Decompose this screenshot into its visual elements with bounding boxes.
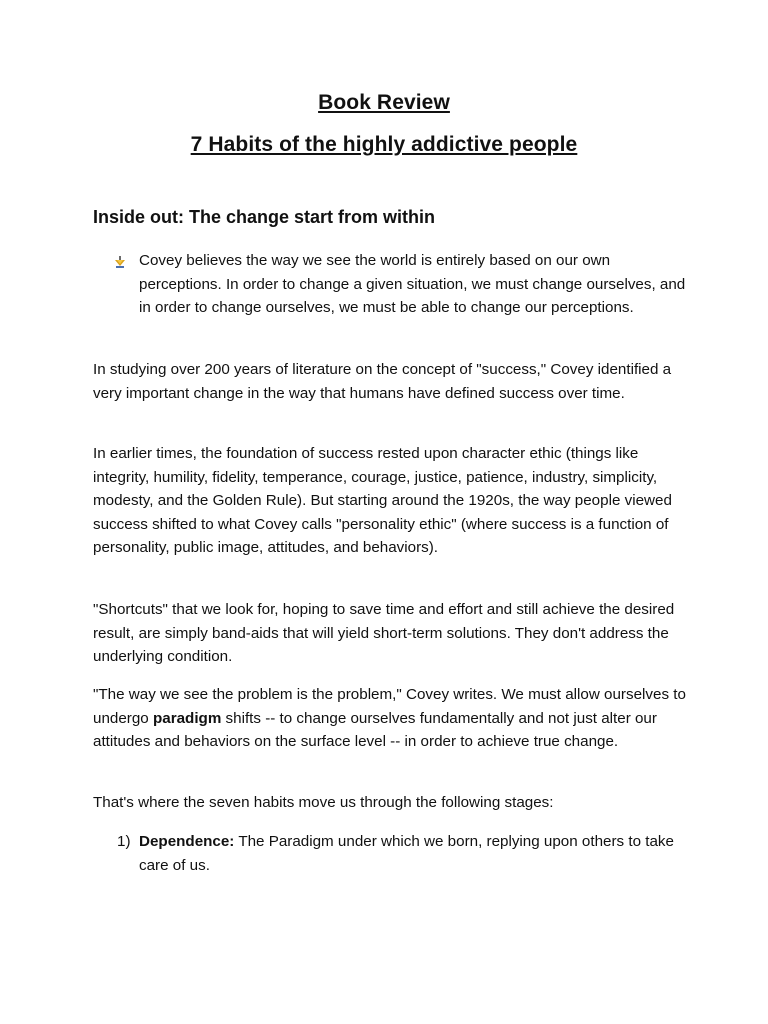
paragraph-1: In studying over 200 years of literature on the concept of "success," Covey identified a very important change in the way that humans have defined success over time. <box>93 361 672 402</box>
list-text <box>139 830 684 877</box>
bullet-text: Covey believes the way we see the world is entirely based on our own perceptions. In order to change a given situation, we must change ourselves, and in order to change ourselves, we must be able to change our perceptions. <box>139 252 686 316</box>
page-title: Book Review <box>318 91 450 114</box>
paradigm-term: paradigm <box>152 709 222 727</box>
paragraph-5: That's where the seven habits move us through the following stages: <box>93 794 554 811</box>
section-heading: Inside out: The change start from within <box>93 207 436 227</box>
paragraph-4 <box>93 683 693 754</box>
list-term: Dependence: <box>139 833 235 850</box>
paragraph-4-end: shifts -- to change ourselves fundamentally and not just alter our attitudes and behaviors on the surface level -- in order to achieve true change. <box>93 709 657 750</box>
arrow-bullet-icon <box>114 255 126 267</box>
page-subtitle: 7 Habits of the highly addictive people <box>190 133 578 156</box>
list-description: The Paradigm under which we born, replying upon others to take care of us. <box>139 833 674 874</box>
list-number: 1) <box>117 833 131 850</box>
paragraph-2: In earlier times, the foundation of success rested upon character ethic (things like integrity, humility, fidelity, temperance, courage, justice, patience, industry, simplicity, modesty, and the Golden Rule). But starting around the 1920s, the way people viewed success shifted to what Covey calls "personality ethic" (where success is a function of personality, public image, attitudes, and behaviors). <box>93 445 672 556</box>
paragraph-3: "Shortcuts" that we look for, hoping to save time and effort and still achieve the desired result, are simply band-aids that will yield short-term solutions. They don't address the underlying condition. <box>93 601 675 665</box>
paragraph-4-start: "The way we see the problem is the problem," Covey writes. We must allow ourselves to undergo <box>93 686 686 727</box>
